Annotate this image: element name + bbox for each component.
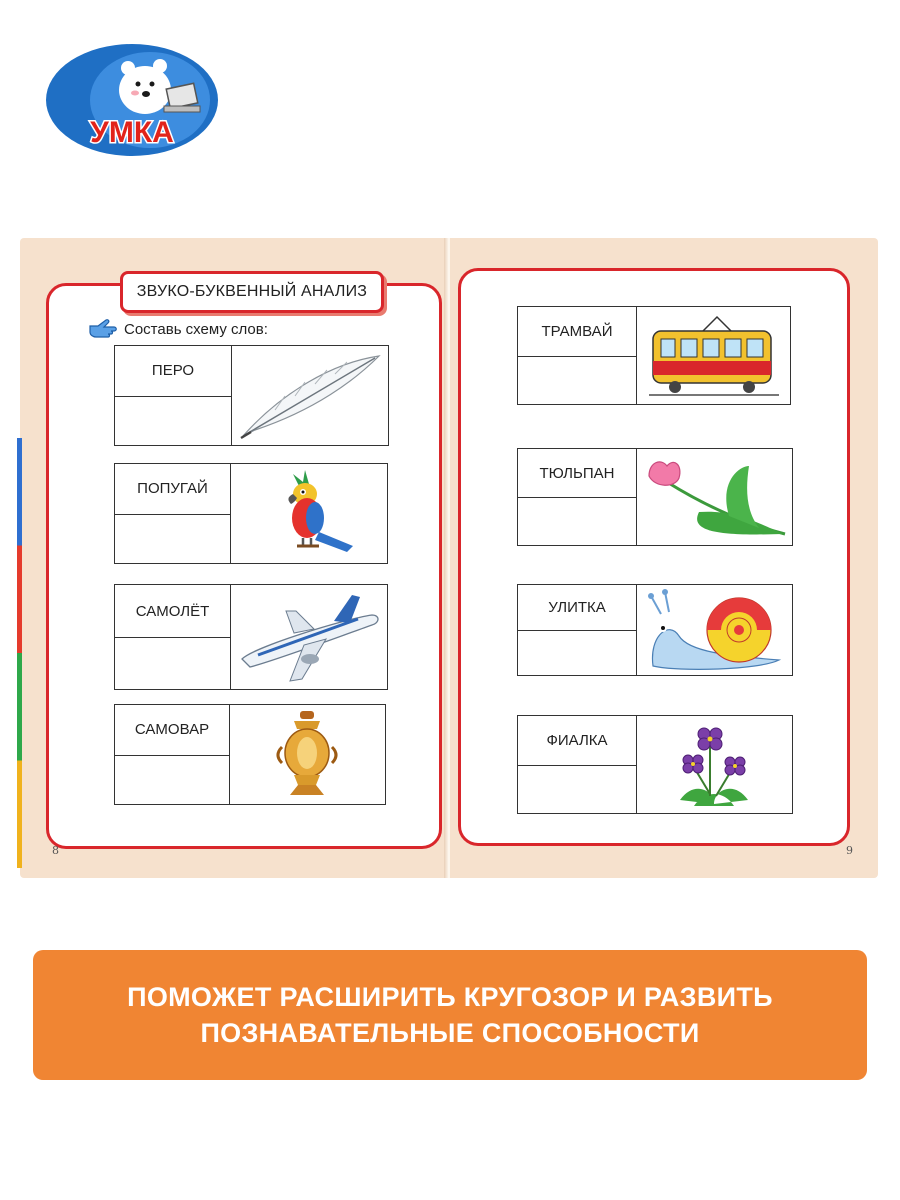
word-label: САМОВАР xyxy=(115,705,229,756)
word-card-popugai xyxy=(114,463,388,564)
word-card-pero xyxy=(114,345,389,446)
word-scheme-cell xyxy=(115,585,231,689)
word-card-tramvai xyxy=(517,306,791,405)
picture-cell xyxy=(636,307,790,404)
tulip-icon xyxy=(639,452,789,542)
page-edge-stripes xyxy=(17,438,22,868)
promo-banner xyxy=(33,950,867,1080)
instruction xyxy=(88,318,268,340)
umka-logo xyxy=(40,38,224,162)
airplane-icon xyxy=(234,589,384,685)
word-label: УЛИТКА xyxy=(518,585,636,631)
picture-cell xyxy=(636,716,792,813)
word-scheme-cell xyxy=(518,716,637,813)
word-label: ПЕРО xyxy=(115,346,231,397)
tram-icon xyxy=(643,313,783,399)
word-label: САМОЛЁТ xyxy=(115,585,230,638)
word-scheme-cell xyxy=(518,585,637,675)
page-number-right: 9 xyxy=(846,844,853,857)
banner-line-2: ПОЗНАВАТЕЛЬНЫЕ СПОСОБНОСТИ xyxy=(200,1018,700,1048)
word-label: ТРАМВАЙ xyxy=(518,307,636,357)
picture-cell xyxy=(230,464,387,563)
word-label: ТЮЛЬПАН xyxy=(518,449,636,498)
word-card-tyulpan xyxy=(517,448,793,546)
word-card-samovar xyxy=(114,704,386,805)
picture-cell xyxy=(636,585,792,675)
instruction-text: Составь схему слов: xyxy=(124,320,268,338)
word-scheme-cell xyxy=(115,464,231,563)
logo-text: УМКА xyxy=(90,116,174,149)
section-title: ЗВУКО-БУКВЕННЫЙ АНАЛИЗ xyxy=(120,271,384,313)
right-page xyxy=(450,238,878,878)
word-card-samolet xyxy=(114,584,388,690)
feather-icon xyxy=(235,350,385,442)
snail-icon xyxy=(639,586,789,674)
samovar-icon xyxy=(272,707,342,803)
word-label: ПОПУГАЙ xyxy=(115,464,230,515)
banner-line-1: ПОМОЖЕТ РАСШИРИТЬ КРУГОЗОР И РАЗВИТЬ xyxy=(127,982,773,1012)
picture-cell xyxy=(230,585,387,689)
picture-cell xyxy=(229,705,385,804)
picture-cell xyxy=(231,346,388,445)
left-page xyxy=(20,238,448,878)
word-scheme-cell xyxy=(115,705,230,804)
word-card-ulitka xyxy=(517,584,793,676)
page-number-left: 8 xyxy=(52,844,59,857)
word-card-fialka xyxy=(517,715,793,814)
word-scheme-cell xyxy=(518,307,637,404)
word-scheme-cell xyxy=(518,449,637,545)
parrot-icon xyxy=(259,466,359,562)
word-scheme-cell xyxy=(115,346,232,445)
violet-icon xyxy=(674,720,754,810)
picture-cell xyxy=(636,449,792,545)
pointing-hand-icon xyxy=(88,318,118,340)
book-spread xyxy=(20,238,878,878)
word-label: ФИАЛКА xyxy=(518,716,636,766)
